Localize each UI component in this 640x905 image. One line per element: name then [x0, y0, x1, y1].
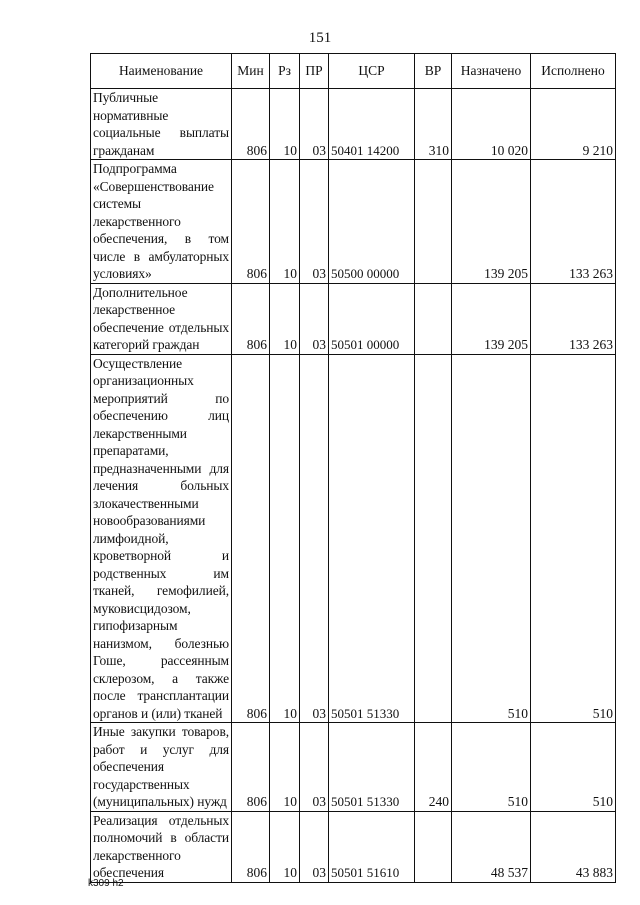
row-executed: 133 263	[531, 160, 616, 284]
row-name: Осуществление организационных мероприятий по обеспечению лиц лекарственными препаратами, предназначенными для лечения больных злокачественными новообразованиями лимфоидной, кроветворной и родственных им тканей, гемофилией, муковисцидозом, гипофизарным нанизмом, болезнью Гоше, рассеянным склерозом, а также после трансплантации органов и (или) тканей	[91, 354, 232, 723]
table-row	[91, 160, 616, 284]
header-vr: ВР	[415, 54, 452, 89]
header-rz: Рз	[270, 54, 300, 89]
header-csr: ЦСР	[329, 54, 415, 89]
row-name: Иные закупки товаров, работ и услуг для обеспечения государственных (муниципальных) нужд	[91, 723, 232, 812]
row-executed: 43 883	[531, 811, 616, 882]
page-number: 151	[308, 30, 332, 46]
row-vr: 240	[415, 723, 452, 812]
row-rz: 10	[270, 811, 300, 882]
row-rz: 10	[270, 160, 300, 284]
row-csr: 50401 14200	[329, 89, 415, 160]
row-csr: 50501 51330	[329, 354, 415, 723]
row-executed: 133 263	[531, 283, 616, 354]
header-assigned: Назначено	[452, 54, 531, 89]
row-rz: 10	[270, 283, 300, 354]
table-header-row	[91, 54, 616, 89]
header-name: Наименование	[91, 54, 232, 89]
row-csr: 50501 51610	[329, 811, 415, 882]
row-name: Публичные нормативные социальные выплаты гражданам	[91, 89, 232, 160]
row-name: Дополнительное лекарственное обеспечение отдельных категорий граждан	[91, 283, 232, 354]
row-pr: 03	[300, 811, 329, 882]
row-rz: 10	[270, 354, 300, 723]
row-vr	[415, 811, 452, 882]
table-row	[91, 811, 616, 882]
row-executed: 510	[531, 723, 616, 812]
table-row	[91, 354, 616, 723]
row-assigned: 10 020	[452, 89, 531, 160]
row-executed: 510	[531, 354, 616, 723]
row-min: 806	[232, 723, 270, 812]
header-pr: ПР	[300, 54, 329, 89]
row-assigned: 48 537	[452, 811, 531, 882]
row-min: 806	[232, 354, 270, 723]
table-row	[91, 723, 616, 812]
row-name: Подпрограмма «Совершенствование системы лекарственного обеспечения, в том числе в амбулаторных условиях»	[91, 160, 232, 284]
budget-table	[90, 53, 616, 883]
row-vr	[415, 354, 452, 723]
row-pr: 03	[300, 89, 329, 160]
row-min: 806	[232, 283, 270, 354]
row-executed: 9 210	[531, 89, 616, 160]
table-row	[91, 283, 616, 354]
row-assigned: 510	[452, 723, 531, 812]
row-vr: 310	[415, 89, 452, 160]
row-pr: 03	[300, 723, 329, 812]
row-min: 806	[232, 89, 270, 160]
row-name: Реализация отдельных полномочий в области лекарственного обеспечения	[91, 811, 232, 882]
row-min: 806	[232, 811, 270, 882]
row-rz: 10	[270, 723, 300, 812]
row-pr: 03	[300, 160, 329, 284]
table-row	[91, 89, 616, 160]
row-csr: 50501 00000	[329, 283, 415, 354]
row-rz: 10	[270, 89, 300, 160]
row-csr: 50501 51330	[329, 723, 415, 812]
header-executed: Исполнено	[531, 54, 616, 89]
row-assigned: 139 205	[452, 283, 531, 354]
row-vr	[415, 283, 452, 354]
row-min: 806	[232, 160, 270, 284]
row-assigned: 139 205	[452, 160, 531, 284]
header-min: Мин	[232, 54, 270, 89]
row-pr: 03	[300, 283, 329, 354]
footer-code: k309 h2	[88, 878, 124, 889]
row-assigned: 510	[452, 354, 531, 723]
row-vr	[415, 160, 452, 284]
row-csr: 50500 00000	[329, 160, 415, 284]
row-pr: 03	[300, 354, 329, 723]
